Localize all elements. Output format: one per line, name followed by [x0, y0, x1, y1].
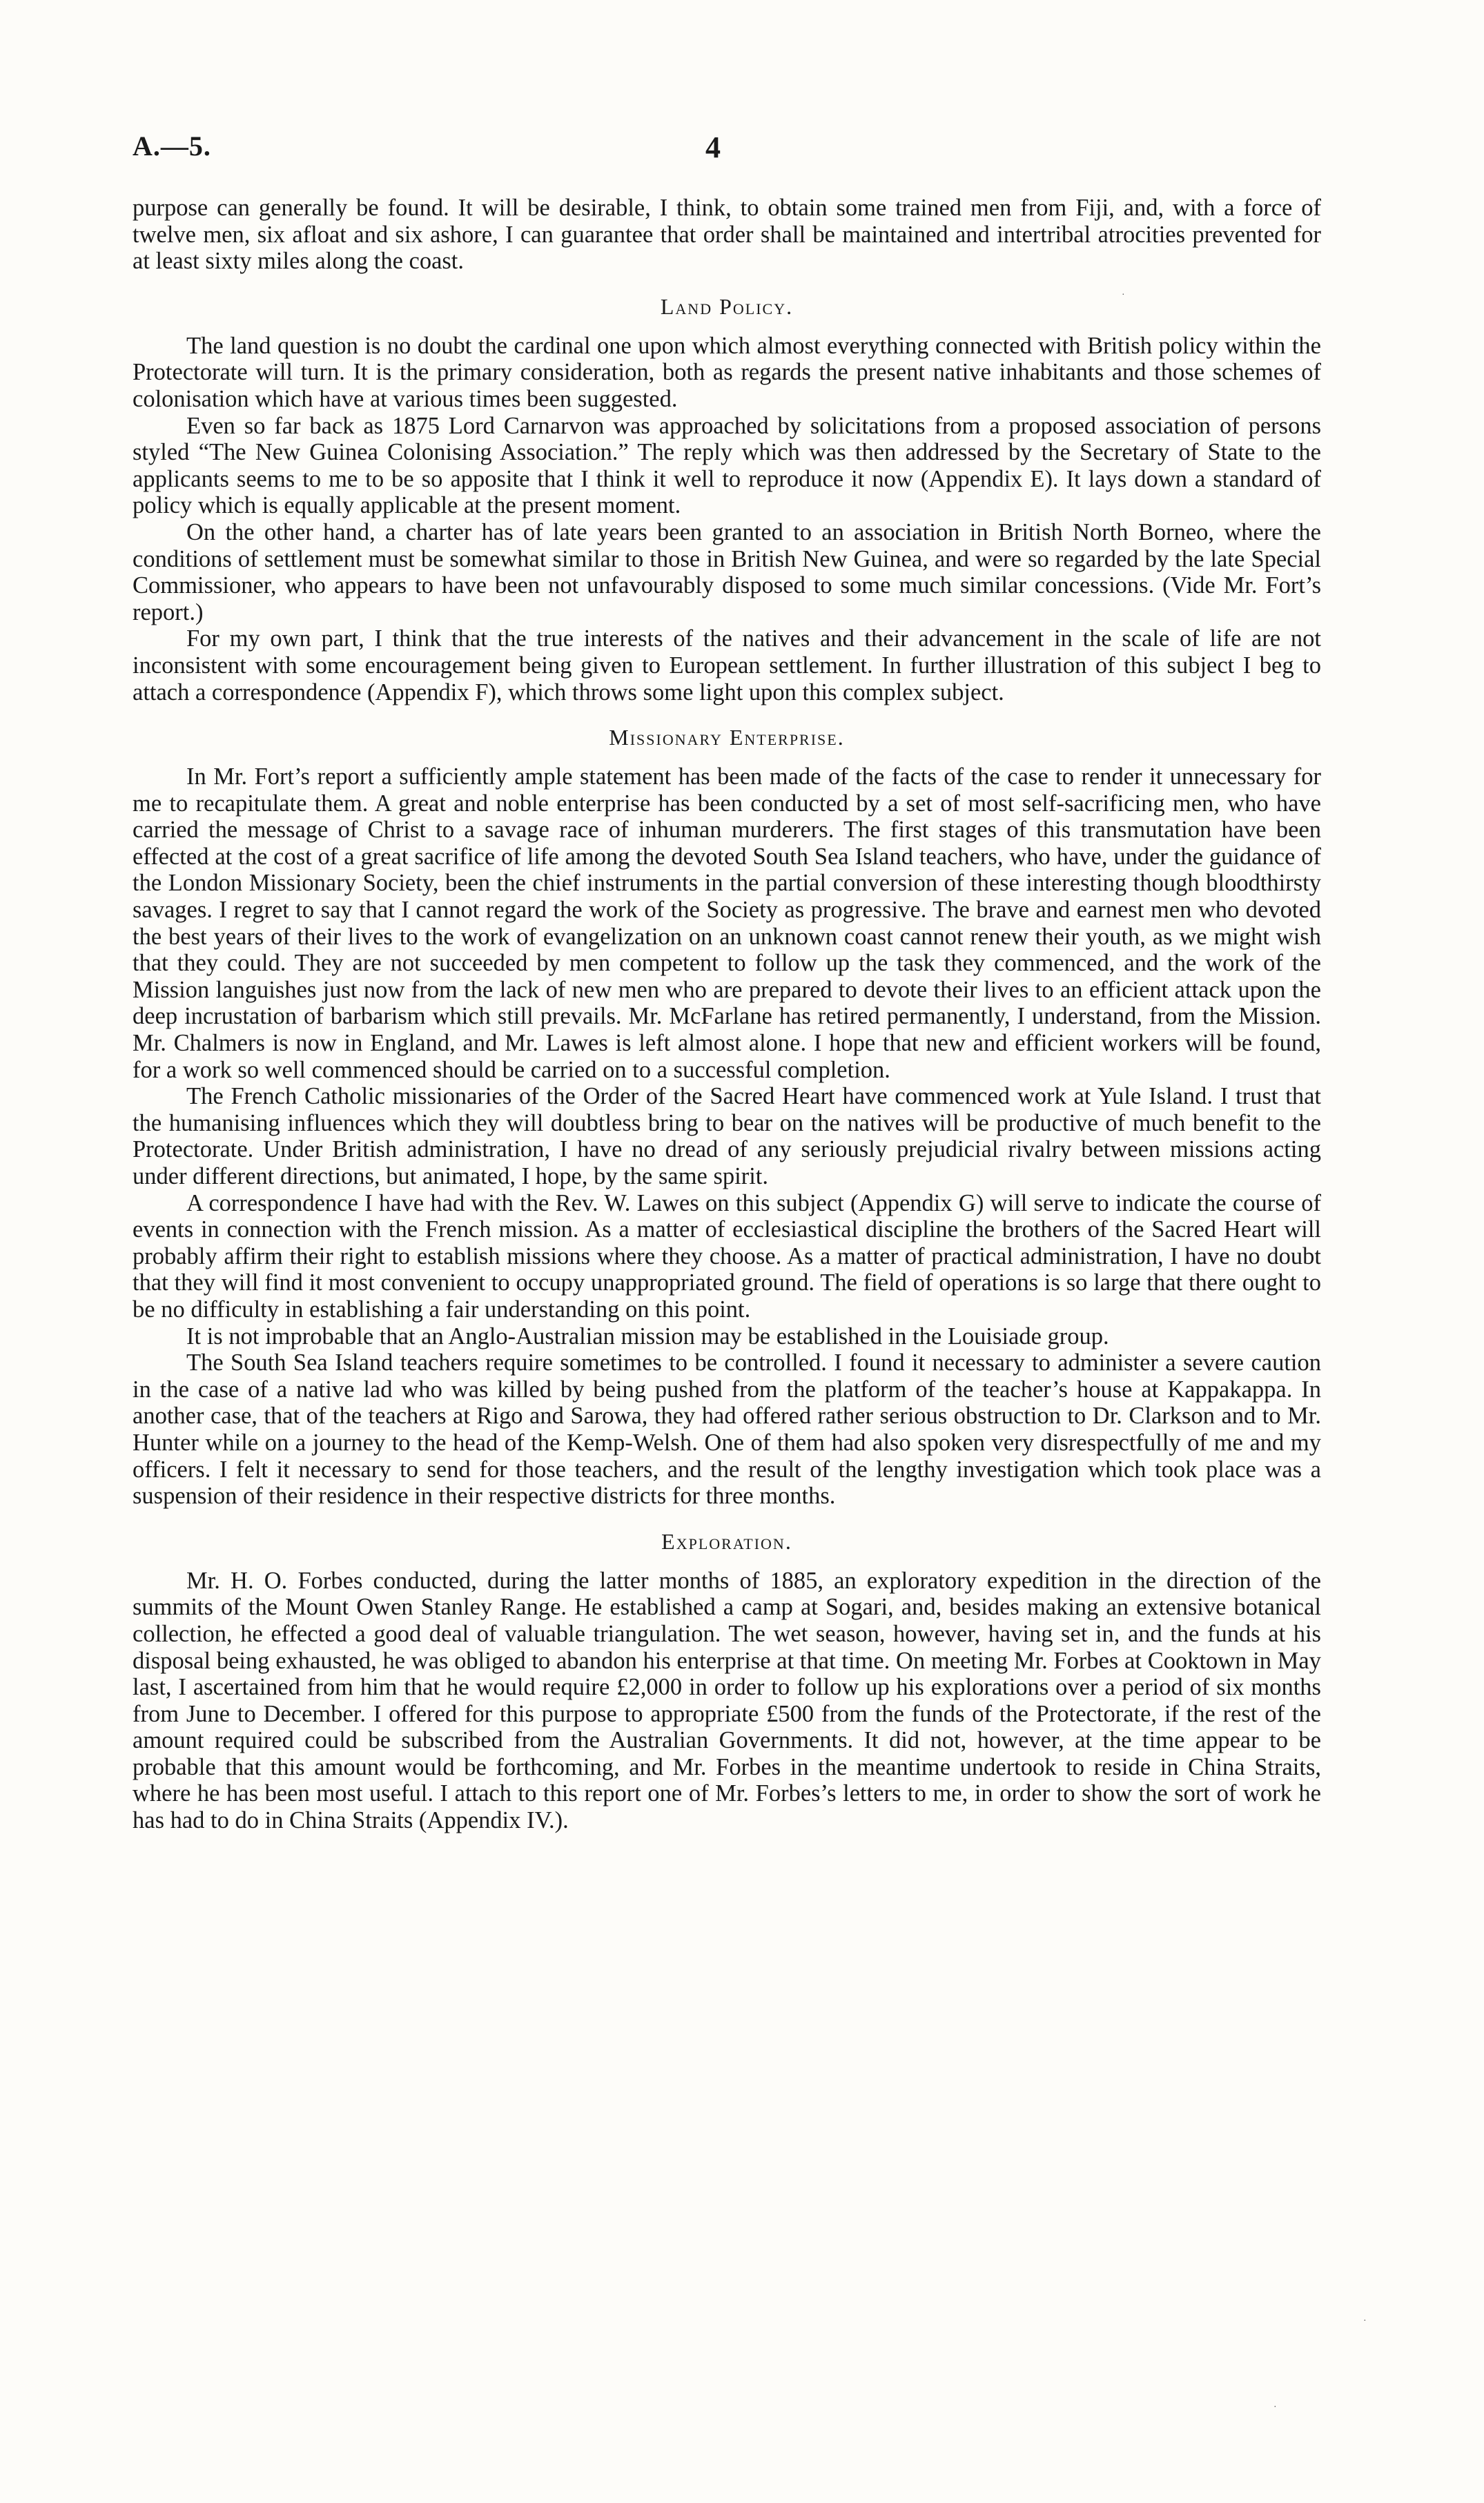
land-policy-paragraph-3: On the other hand, a charter has of late years been granted to an association in British North Borneo, where the conditions of settlement must be somewhat similar to those in British New Guinea, and were so regarded by the late Special Commissioner, who appears to have been not unfavourably disposed to some much similar concessions. (Vide Mr. Fort’s report.): [133, 518, 1321, 625]
page-number: 4: [705, 130, 721, 164]
missionary-paragraph-4: It is not improbable that an Anglo-Australian mission may be established in the Louisiade group.: [186, 1323, 1109, 1350]
missionary-paragraph-2: The French Catholic missionaries of the Order of the Sacred Heart have commenced work at Yule Island. I trust that the humanising influences which they will doubtless bring to bear on the natives will be productive of much benefit to the Protectorate. Under British administration, I have no dread of any seriously prejudicial rivalry between missions acting under different directions, but animated, I hope, by the same spirit.: [133, 1083, 1321, 1189]
missionary-paragraph-1: In Mr. Fort’s report a sufficiently ample statement has been made of the facts of the case to render it unnecessary for me to recapitulate them. A great and noble enterprise has been conducted by a set of most self-sacrificing men, who have carried the message of Christ to a savage race of inhuman murderers. The first stages of this transmutation have been effected at the cost of a great sacrifice of life among the devoted South Sea Island teachers, who have, under the guidance of the London Missionary Society, been the chief instruments in the partial conversion of these interesting though bloodthirsty savages. I regret to say that I cannot regard the work of the Society as progressive. The brave and earnest men who devoted the best years of their lives to the work of evangelization on an unknown coast cannot renew their youth, as we might wish that they could. They are not succeeded by men competent to follow up the task they commenced, and the work of the Mission languishes just now from the lack of new men who are prepared to devote their lives to an efficient attack upon the deep incrustation of barbarism which still prevails. Mr. McFarlane has retired permanently, I understand, from the Mission. Mr. Chalmers is now in England, and Mr. Lawes is left almost alone. I hope that new and efficient workers will be found, for a work so well commenced should be carried on to a successful completion.: [133, 763, 1321, 1083]
missionary-paragraph-3: A correspondence I have had with the Rev. W. Lawes on this subject (Appendix G) will serve to indicate the course of events in connection with the French mission. As a matter of ecclesiastical discipline the brothers of the Sacred Heart will probably affirm their right to establish missions where they choose. As a matter of practical administration, I have no doubt that they will find it most convenient to occupy unappropriated ground. The field of operations is so large that there ought to be no difficulty in establishing a fair understanding on this point.: [133, 1189, 1321, 1323]
section-heading-missionary-enterprise: Missionary Enterprise.: [609, 725, 845, 750]
land-policy-paragraph-4: For my own part, I think that the true interests of the natives and their advancement in the scale of life are not inconsistent with some encouragement being given to European settlement. In further illustration of this subject I beg to attach a correspondence (Appendix F), which throws some light upon this complex subject.: [133, 625, 1321, 705]
document-reference: A.—5.: [133, 130, 211, 162]
land-policy-paragraph-1: The land question is no doubt the cardinal one upon which almost everything connected with British policy within the Protectorate will turn. It is the primary consideration, both as regards the present native inhabitants and those schemes of colonisation which have at various times been suggested.: [133, 332, 1321, 412]
scan-speck: ·: [1363, 2316, 1367, 2326]
page-header: [133, 130, 1334, 171]
section-heading-exploration: Exploration.: [661, 1528, 792, 1554]
page-body: [133, 195, 1321, 1834]
land-policy-paragraph-2: Even so far back as 1875 Lord Carnarvon was approached by solicitations from a proposed association of persons styled “The New Guinea Colonising Association.” The reply which was then addressed by the Secretary of State to the applicants seems to me to be so apposite that I think it well to reproduce it now (Appendix E). It lays down a standard of policy which is equally applicable at the present moment.: [133, 412, 1321, 519]
exploration-paragraph-1: Mr. H. O. Forbes conducted, during the latter months of 1885, an exploratory expedition in the direction of the summits of the Mount Owen Stanley Range. He established a camp at Sogari, and, besides making an extensive botanical collection, he effected a good deal of valuable triangulation. The wet season, however, having set in, and the funds at his disposal being exhausted, he was obliged to abandon his enterprise at that time. On meeting Mr. Forbes at Cooktown in May last, I ascertained from him that he would require £2,000 in order to follow up his explorations over a period of six months from June to December. I offered for this purpose to appropriate £500 from the funds of the Protectorate, if the rest of the amount required could be subscribed from the Australian Governments. It did not, however, at the time appear to be probable that this amount would be forthcoming, and Mr. Forbes in the meantime undertook to reside in China Straits, where he has been most useful. I attach to this report one of Mr. Forbes’s letters to me, in order to show the sort of work he has had to do in China Straits (Appendix IV.).: [133, 1567, 1321, 1834]
section-heading-land-policy: Land Policy.: [660, 293, 794, 319]
scan-speck: ·: [1273, 2402, 1277, 2413]
missionary-paragraph-5: The South Sea Island teachers require sometimes to be controlled. I found it necessary to administer a severe caution in the case of a native lad who was killed by being pushed from the platform of the teacher’s house at Kappakappa. In another case, that of the teachers at Rigo and Sarowa, they had offered rather serious obstruction to Dr. Clarkson and to Mr. Hunter while on a journey to the head of the Kemp-Welsh. One of them had also spoken very disrespectfully of me and my officers. I felt it necessary to send for those teachers, and the result of the lengthy investigation which took place was a suspension of their residence in their respective districts for three months.: [133, 1350, 1321, 1510]
scan-speck: ·: [1122, 290, 1125, 300]
intro-paragraph: purpose can generally be found. It will be desirable, I think, to obtain some trained men from Fiji, and, with a force of twelve men, six afloat and six ashore, I can guarantee that order shall be maintained and intertribal atrocities prevented for at least sixty miles along the coast.: [133, 195, 1321, 275]
